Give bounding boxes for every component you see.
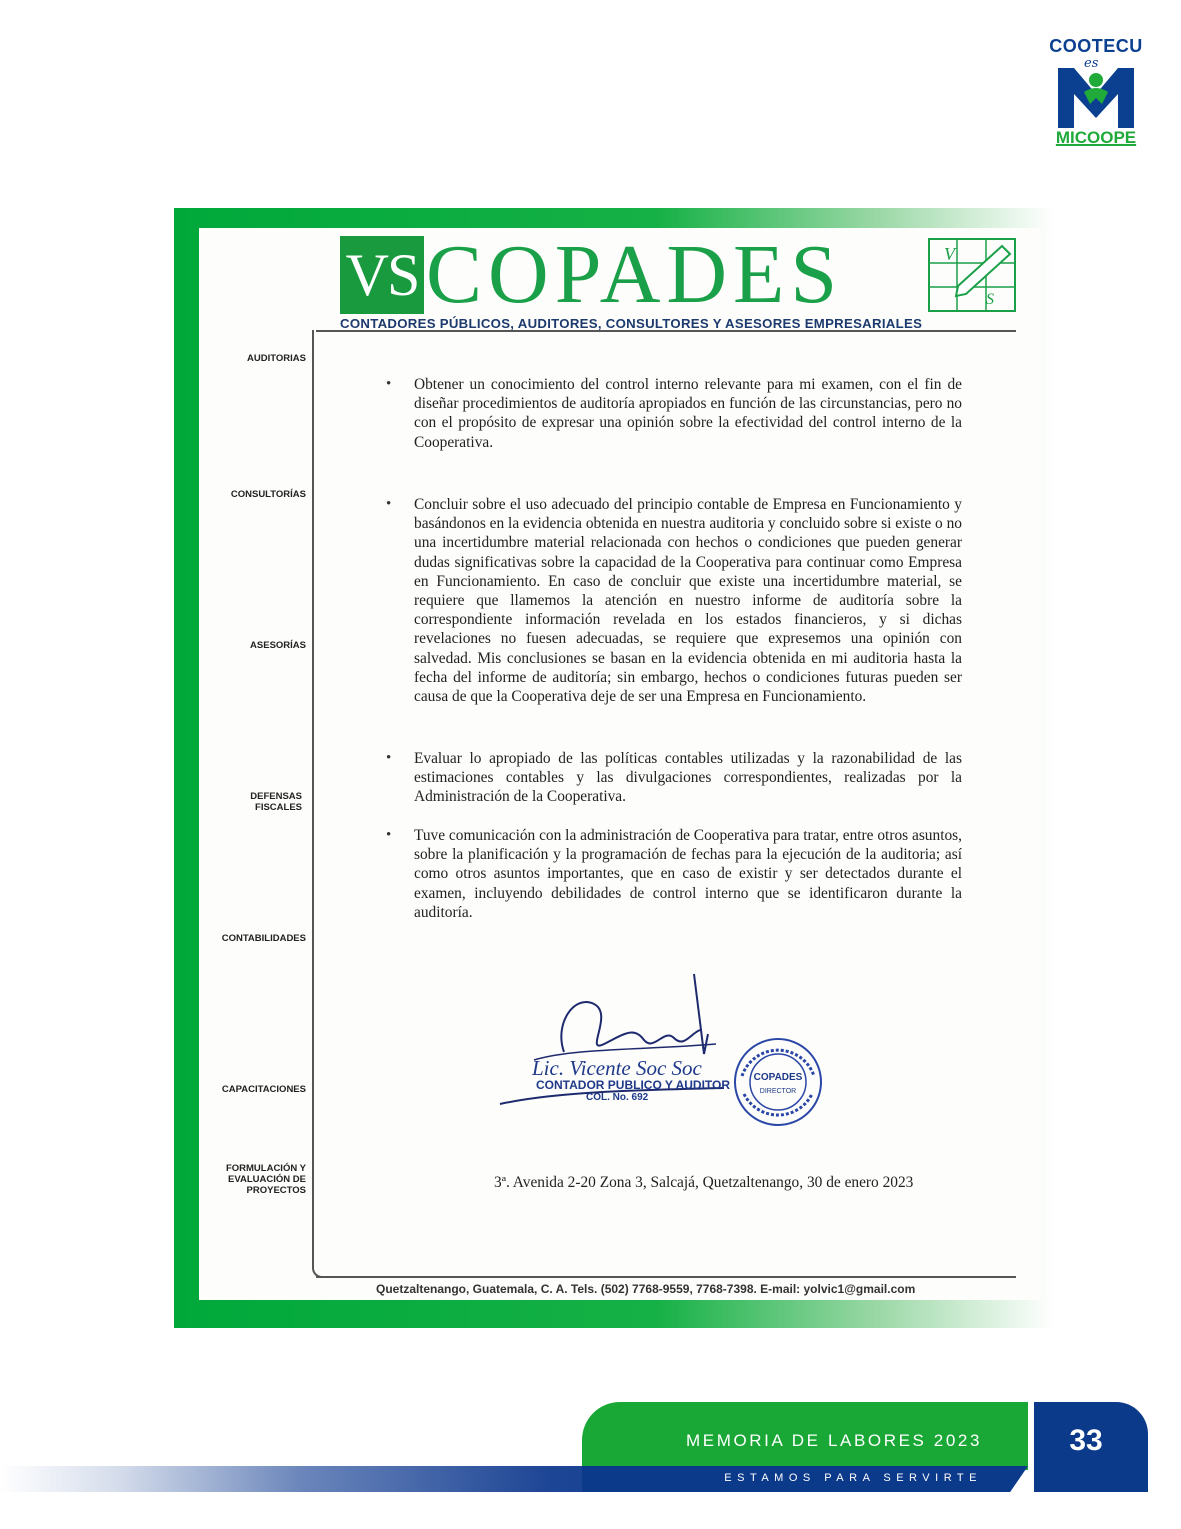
service-item: ASESORÍAS: [250, 640, 306, 651]
service-item: CAPACITACIONES: [221, 1084, 306, 1095]
bullet-text: Evaluar lo apropiado de las políticas contables utilizadas y la razonabilidad de las estimaciones contables y las divulgaciones correspondientes, realizadas por la Administración de la Cooperativa.: [414, 750, 962, 806]
brand-top-text: COOTECU: [1049, 36, 1143, 56]
page-number: 33: [1069, 1424, 1103, 1457]
letterhead-grid-pencil-icon: [928, 238, 1016, 312]
service-item: AUDITORIAS: [247, 353, 306, 364]
signer-name: Lic. Vicente Soc Soc: [532, 1056, 702, 1080]
service-item: CONSULTORÍAS: [230, 489, 306, 500]
bullet-marker: •: [386, 496, 392, 512]
bullet-text: Concluir sobre el uso adecuado del principio contable de Empresa en Funcionamiento y basándonos en la evidencia obtenida en nuestra auditoria y concluido sobre si existe o no una incertidumbre material relacionada con hechos o condiciones que pueden generar dudas significativas sobre la capacidad de la Cooperativa para continuar como Empresa en Funcionamiento. En caso de concluir que existe una incertidumbre material, se requiere que llamemos la atención en nuestro informe de auditoría sobre la correspondiente información revelada en los estados financieros, y si dichas revelaciones no fuesen adecuadas, se requiere que expresemos una opinión con salvedad. Mis conclusiones se basan en la evidencia obtenida en mi auditoria hasta la fecha del informe de auditoría; sin embargo, hechos o condiciones futuras pueden ser causa de que la Cooperativa deje de ser una Empresa en Funcionamiento.: [414, 496, 962, 706]
letter-address-date: 3ª. Avenida 2-20 Zona 3, Salcajá, Quetzaltenango, 30 de enero 2023: [494, 1174, 914, 1191]
letterhead-rule-top: [316, 330, 1016, 332]
signer-title: CONTADOR PUBLICO Y AUDITOR: [536, 1078, 731, 1092]
service-item: FORMULACIÓN Y EVALUACIÓN DE PROYECTOS: [225, 1163, 306, 1196]
seal-center-text: COPADES: [753, 1072, 803, 1083]
letter-left-rule: [312, 330, 314, 1268]
bullet-text: Obtener un conocimiento del control interno relevante para mi examen, con el fin de diseñar procedimientos de auditoría apropiados en función de las circunstancias, pero no con el propósito de expresar una opinión sobre la efectividad del control interno de la Cooperativa.: [414, 376, 962, 451]
footer-title: MEMORIA DE LABORES 2023: [686, 1431, 982, 1450]
letterhead-subtitle: CONTADORES PÚBLICOS, AUDITORES, CONSULTORES Y ASESORES EMPRESARIALES: [340, 316, 923, 331]
service-item: CONTABILIDADES: [221, 933, 306, 944]
letterhead-vs-text: VS: [345, 242, 419, 308]
brand-middle-text: es: [1084, 56, 1099, 71]
brand-bottom-text: MICOOPE: [1055, 128, 1137, 147]
micoope-m-icon: [1054, 64, 1138, 130]
bullet-marker: •: [386, 376, 392, 392]
letter-footer-contact: Quetzaltenango, Guatemala, C. A. Tels. (502) 7768-9559, 7768-7398. E-mail: yolvic1@gmail.com: [376, 1282, 916, 1296]
service-item: DEFENSAS FISCALES: [250, 791, 302, 813]
bullet-marker: •: [386, 827, 392, 843]
bullet-marker: •: [386, 750, 392, 766]
signer-colegiado: COL. No. 692: [586, 1092, 649, 1103]
grid-letter-v: V: [944, 244, 955, 264]
letter-rule-bottom: [316, 1276, 1016, 1278]
letterhead-name: COPADES: [426, 228, 844, 321]
grid-letter-s: S: [986, 291, 994, 308]
seal-sub-text: DIRECTOR: [759, 1088, 797, 1095]
brand-logo: [1040, 36, 1152, 152]
footer-motto: ESTAMOS PARA SERVIRTE: [724, 1472, 982, 1484]
bullet-text: Tuve comunicación con la administración de Cooperativa para tratar, entre otros asuntos, sobre la planificación y la programación de fechas para la ejecución de la auditoria; así como otros asuntos importantes, que en caso de existir y ser detectados durante el examen, incluyendo debilidades de control interno que se identificaron durante la auditoría.: [414, 827, 963, 921]
